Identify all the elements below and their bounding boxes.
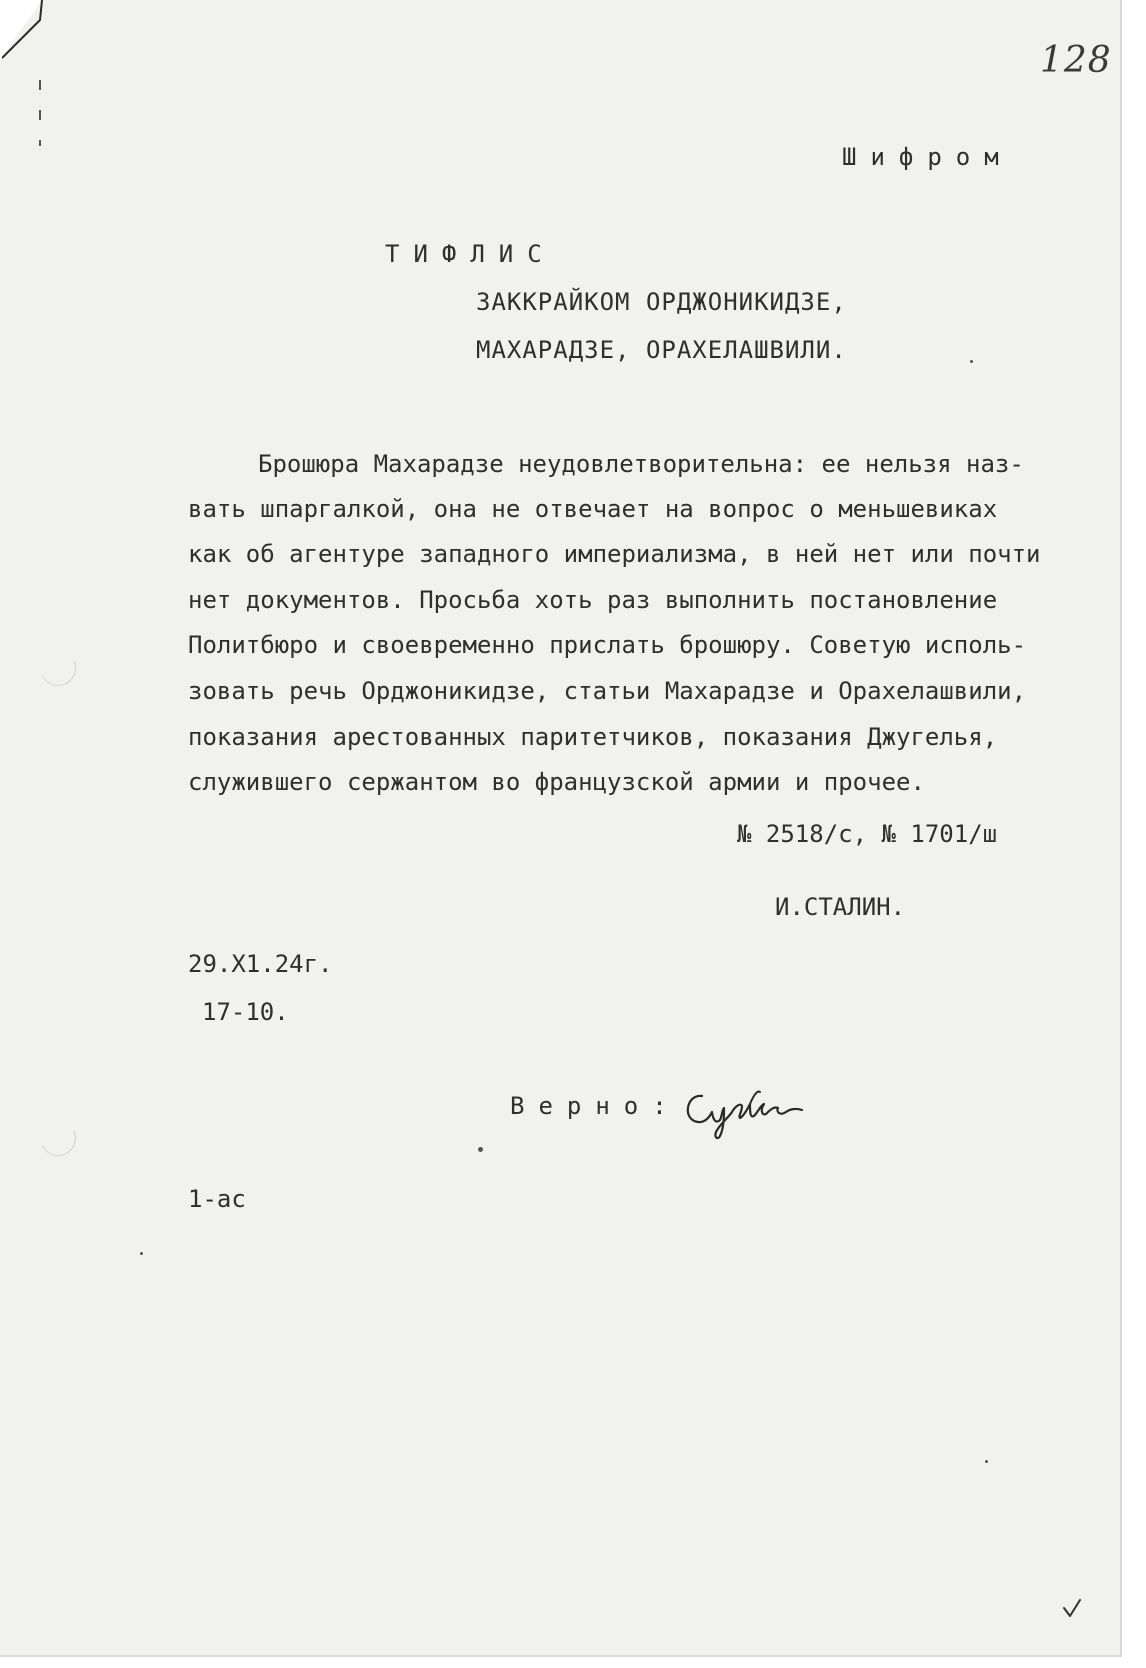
ink-speck: [140, 1252, 143, 1255]
body-line: показания арестованных паритетчиков, показания Джугелья,: [188, 723, 998, 751]
certified-label: Верно:: [510, 1092, 681, 1120]
body-line: вать шпаргалкой, она не отвечает на вопрос о меньшевиках: [188, 495, 998, 523]
binding-marks: [38, 80, 42, 160]
body-line: нет документов. Просьба хоть раз выполнить постановление: [188, 586, 998, 614]
check-mark-icon: [1062, 1598, 1082, 1620]
folded-corner-edge: [2, 0, 47, 62]
punch-hole: [35, 645, 81, 691]
copy-marker: 1-ас: [188, 1185, 246, 1213]
date: 29.Х1.24г.: [188, 950, 333, 978]
reference-numbers: № 2518/с, № 1701/ш: [737, 820, 998, 848]
ink-speck: [478, 1147, 483, 1152]
body-line: Политбюро и своевременно прислать брошюру. Советую исполь-: [188, 631, 1027, 659]
body-line: Брошюра Махарадзе неудовлетворительна: ее нельзя наз-: [258, 450, 1024, 478]
handwritten-signature: [680, 1082, 810, 1140]
ink-speck: [985, 1460, 988, 1463]
ink-speck: [970, 360, 973, 363]
body-line: зовать речь Орджоникидзе, статьи Махарадзе и Орахелашвили,: [188, 677, 1027, 705]
time: 17-10.: [202, 998, 289, 1026]
cipher-label: Шифром: [842, 143, 1013, 171]
page-number: 128: [1040, 40, 1112, 81]
addressee-line-1: ЗАККРАЙКОМ ОРДЖОНИКИДЗЕ,: [476, 288, 847, 316]
addressee-line-2: МАХАРАДЗЕ, ОРАХЕЛАШВИЛИ.: [476, 336, 847, 364]
punch-hole: [35, 1115, 81, 1161]
signatory: И.СТАЛИН.: [775, 893, 906, 921]
addressee-city: ТИФЛИС: [385, 240, 556, 268]
body-line: служившего сержантом во французской армии и прочее.: [188, 768, 925, 796]
body-line: как об агентуре западного империализма, в ней нет или почти: [188, 540, 1041, 568]
